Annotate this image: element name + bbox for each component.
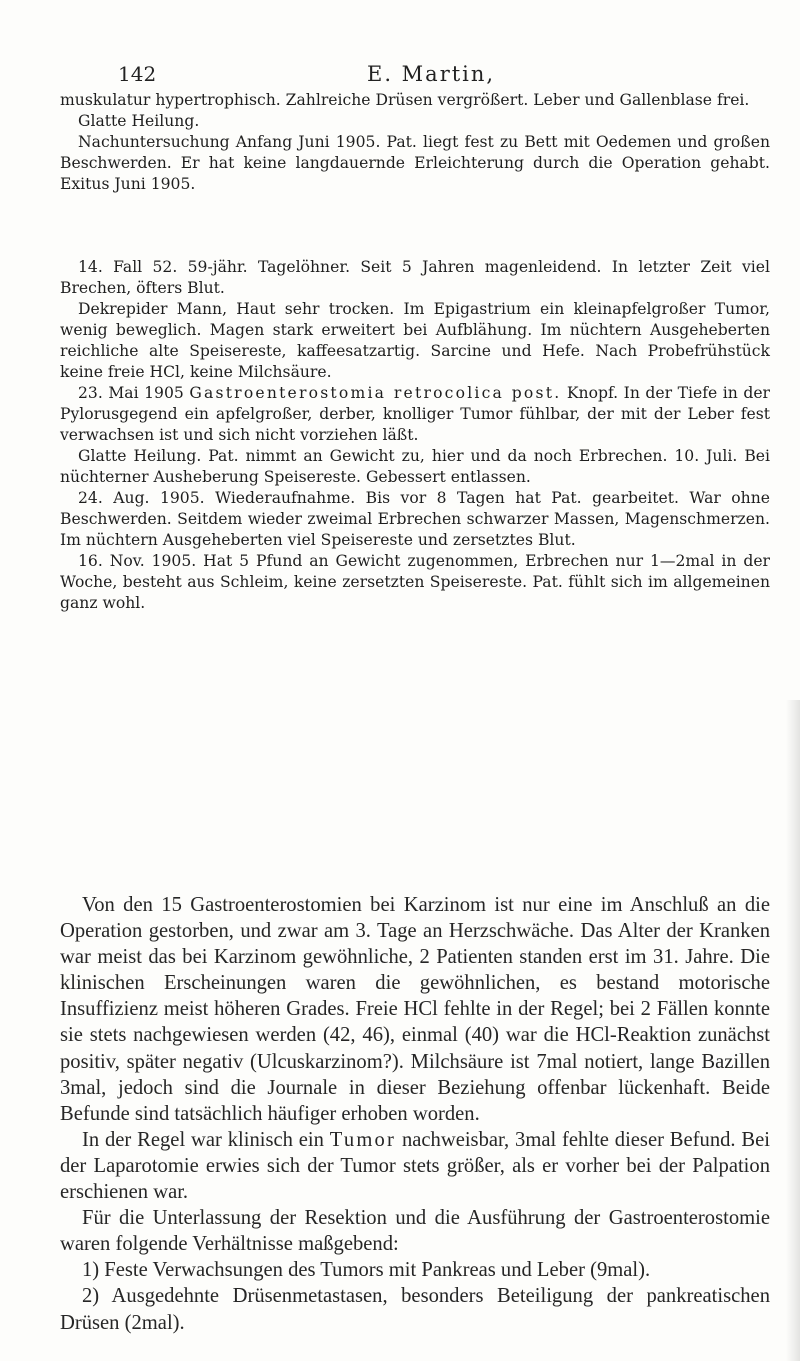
case-14-intro: 14. Fall 52. 59-jähr. Tagelöhner. Seit 5 Jahren magenleidend. In letzter Zeit viel Brechen, öfters Blut. — [60, 258, 770, 297]
discussion-paragraph-1: Von den 15 Gastroenterostomien bei Karzinom ist nur eine im Anschluß an die Operation gestorben, und zwar am 3. Tage an Herzschwäche. Das Alter der Kranken war meist das bei Karzinom gewöhnliche, 2 Patienten standen erst im 31. Jahre. Die klinischen Erscheinungen waren die gewöhnlichen, es bestand motorische Insuffizienz meist höheren Grades. Freie HCl fehlte in der Regel; bei 2 Fällen konnte sie stets nachgewiesen werden (42, 46), einmal (40) war die HCl-Reaktion zunächst positiv, später negativ (Ulcuskarzinom?). Milchsäure ist 7mal notiert, lange Bazillen 3mal, jedoch sind die Journale in dieser Beziehung offenbar lückenhaft. Beide Befunde sind tatsächlich häufiger erhoben worden. — [60, 894, 770, 1125]
case-14-operation — [60, 383, 770, 446]
running-head: E. Martin, — [367, 62, 496, 86]
operation-name: Gastroenterostomia retrocolica post. — [189, 384, 562, 402]
case-prev-healing: Glatte Heilung. — [78, 112, 200, 130]
case-prev-findings: muskulatur hypertrophisch. Zahlreiche Drüsen vergrößert. Leber und Gallenblase frei. — [60, 91, 750, 109]
case-prev-followup: Nachuntersuchung Anfang Juni 1905. Pat. liegt fest zu Bett mit Oedemen und großen Beschwerden. Er hat keine langdauernde Erleichterung durch die Operation gehabt. Exitus Juni 1905. — [60, 133, 770, 193]
discussion-paragraph-3: Für die Unterlassung der Resektion und die Ausführung der Gastroenterostomie waren folgende Verhältnisse maßgebend: — [60, 1207, 770, 1256]
list-item-2: 2) Ausgedehnte Drüsenmetastasen, besonders Beteiligung der pankreatischen Drüsen (2mal). — [60, 1285, 770, 1334]
scan-shadow — [786, 700, 800, 1361]
tumor-emphasis: Tumor — [329, 1128, 397, 1151]
operation-date: 23. Mai 1905 — [78, 384, 184, 402]
page-number: 142 — [118, 62, 157, 86]
case-14-healing: Glatte Heilung. Pat. nimmt an Gewicht zu, hier und da noch Erbrechen. 10. Juli. Bei nüchterner Ausheberung Speisereste. Gebessert entlassen. — [60, 447, 770, 486]
case-14-block — [60, 257, 770, 614]
case-14-readmission: 24. Aug. 1905. Wiederaufnahme. Bis vor 8 Tagen hat Pat. gearbeitet. War ohne Beschwerden. Seitdem wieder zweimal Erbrechen schwarzer Massen, Magenschmerzen. Im nüchtern Ausgeheberten viel Speisereste und zersetztes Blut. — [60, 489, 770, 549]
case-14-findings: Dekrepider Mann, Haut sehr trocken. Im Epigastrium ein kleinapfelgroßer Tumor, wenig beweglich. Magen stark erweitert bei Aufblähung. Im nüchtern Ausgeheberten reichliche alte Speisereste, kaffeesatzartig. Sarcine und Hefe. Nach Probefrühstück keine freie HCl, keine Milchsäure. — [60, 300, 770, 381]
case-prev-block — [60, 90, 770, 195]
discussion-section — [60, 892, 770, 1336]
tumor-sentence-start: In der Regel war klinisch ein — [82, 1128, 324, 1151]
list-item-1: 1) Feste Verwachsungen des Tumors mit Pankreas und Leber (9mal). — [82, 1259, 651, 1282]
operation-text: Knopf. In der Tiefe in der Pylorusgegend ein apfelgroßer, derber, knolliger Tumor fühlbar, der mit der Leber fest verwachsen ist und sich nicht vorziehen läßt. — [60, 384, 770, 444]
tumor-sentence-end: nachweisbar, 3mal fehlte dieser Befund. Bei der Laparotomie erwies sich der Tumor stets größer, als er vorher bei der Palpation erschienen war. — [60, 1128, 770, 1204]
case-14-november: 16. Nov. 1905. Hat 5 Pfund an Gewicht zugenommen, Erbrechen nur 1—2mal in der Woche, besteht aus Schleim, keine zersetzten Speisereste. Pat. fühlt sich im allgemeinen ganz wohl. — [60, 552, 770, 612]
discussion-paragraph-2 — [60, 1127, 770, 1205]
